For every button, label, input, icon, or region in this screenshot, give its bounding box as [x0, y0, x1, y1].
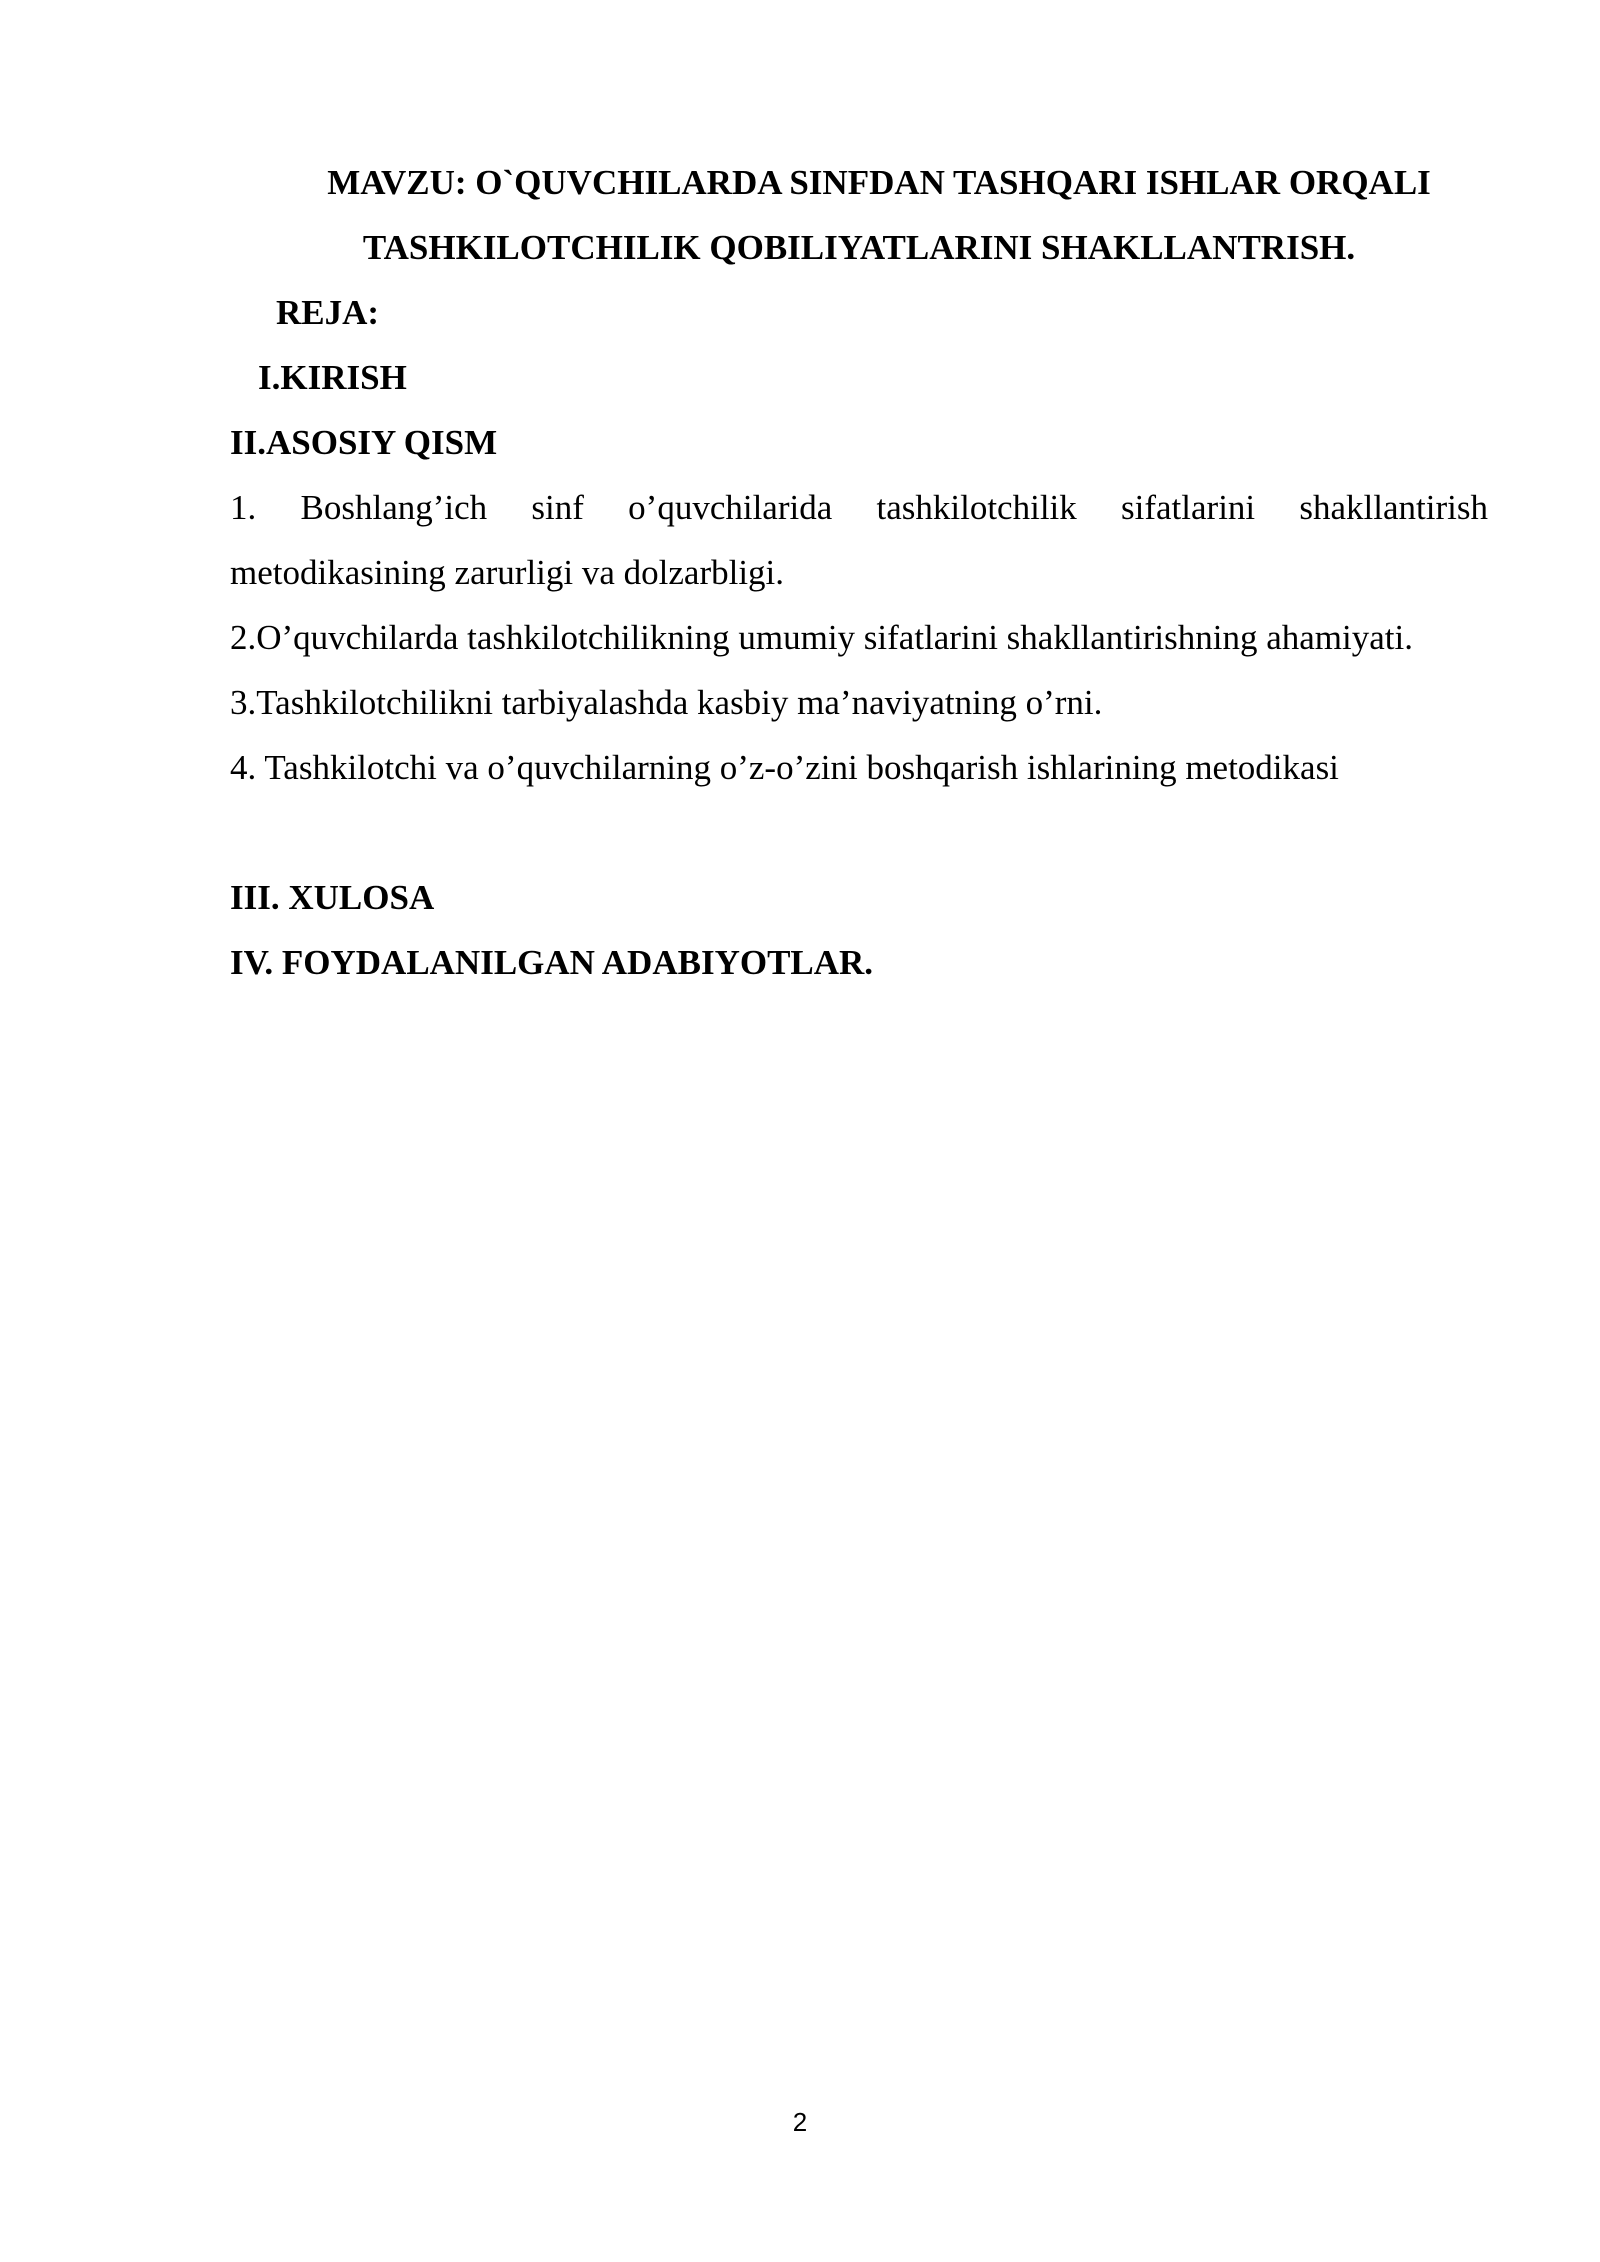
document-title-line-2: TASHKILOTCHILIK QOBILIYATLARINI SHAKLLANTRISH.: [362, 228, 1356, 267]
section-introduction: I.KIRISH: [258, 358, 407, 397]
plan-item-4: 4. Tashkilotchi va o’quvchilarning o’z-o’zini boshqarish ishlarining metodikasi: [230, 748, 1339, 787]
section-conclusion: III. XULOSA: [230, 878, 435, 917]
page-content: [230, 150, 1488, 995]
plan-item-1: 1. Boshlang’ich sinf o’quvchilarida tashkilotchilik sifatlarini shakllantirish metodikasining zarurligi va dolzarbligi.: [230, 488, 1488, 592]
page-number: 2: [792, 2107, 808, 2137]
plan-item-3: 3.Tashkilotchilikni tarbiyalashda kasbiy ma’naviyatning o’rni.: [230, 683, 1103, 722]
plan-item-2: 2.O’quvchilarda tashkilotchilikning umumiy sifatlarini shakllantirishning ahamiyati.: [230, 618, 1413, 657]
section-main-part: II.ASOSIY QISM: [230, 423, 498, 462]
document-title-line-1: MAVZU: O`QUVCHILARDA SINFDAN TASHQARI ISHLAR ORQALI: [327, 163, 1431, 202]
blank-line: [230, 800, 1488, 865]
section-references: IV. FOYDALANILGAN ADABIYOTLAR.: [230, 943, 874, 982]
plan-heading: REJA:: [276, 293, 380, 332]
